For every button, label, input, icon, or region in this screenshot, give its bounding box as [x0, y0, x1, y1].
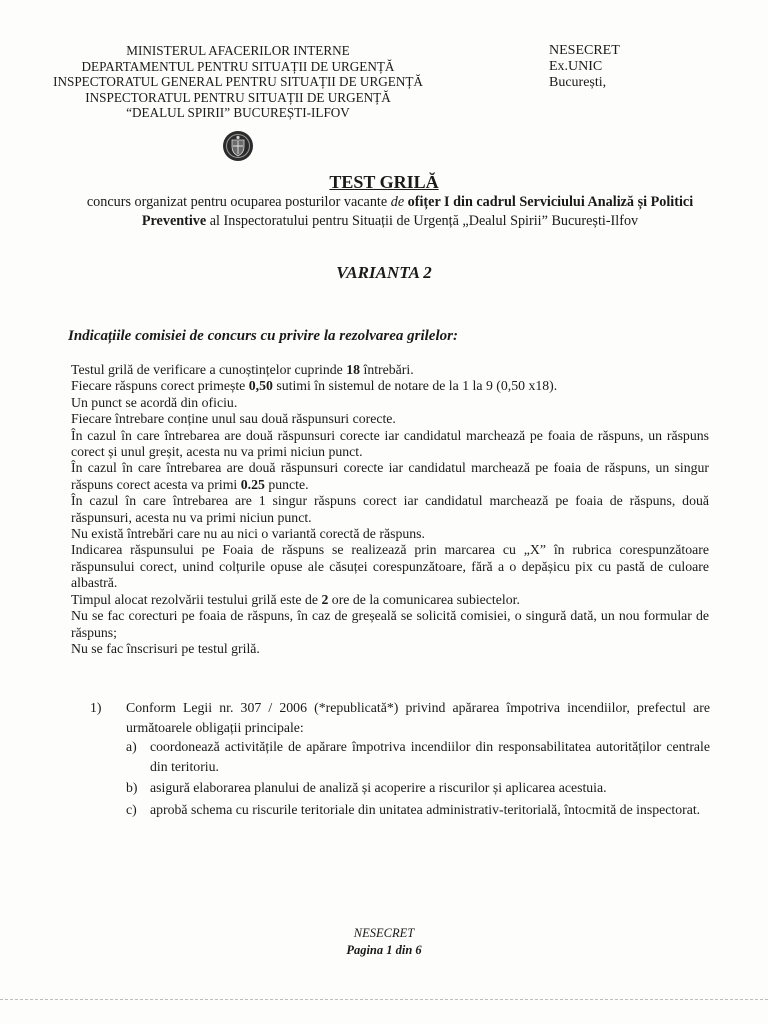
instruction-line — [71, 378, 709, 394]
instruction-line — [71, 592, 709, 608]
option-letter: b) — [126, 780, 138, 796]
instruction-text: Fiecare răspuns corect primește — [71, 378, 249, 394]
question-number: 1) — [90, 700, 102, 715]
instruction-text: Testul grilă de verificare a cunoștințelor cuprinde — [71, 362, 347, 377]
option-letter: c) — [126, 801, 137, 817]
answer-options — [126, 737, 710, 819]
question-stem — [90, 698, 710, 737]
option-text: asigură elaborarea planului de analiză și acoperire a riscurilor și aplicarea acestuia. — [150, 780, 607, 796]
classification-label: NESECRET — [549, 43, 620, 58]
instruction-line: În cazul în care întrebarea are două răspunsuri corecte iar candidatul marchează pe foaia de răspuns, un răspuns corect și unul greșit, acesta nu va primi niciun punct. — [71, 427, 709, 460]
subtitle-institution: al Inspectoratului pentru Situații de Urgență „Dealul Spirii” București-Ilfov — [206, 213, 639, 229]
answer-option-c — [126, 800, 710, 820]
classification-block — [549, 43, 620, 91]
copy-label: Ex.UNIC — [549, 59, 603, 74]
option-text: coordonează activitățile de apărare împotriva incendiilor din responsabilitatea autorităților centrale din teritoriu. — [150, 739, 710, 774]
page-footer — [0, 925, 768, 959]
issuer-line-unit-name: “DEALUL SPIRII” BUCUREȘTI-ILFOV — [126, 105, 350, 121]
instruction-bold: 2 — [321, 591, 329, 607]
answer-option-b — [126, 778, 710, 798]
city-label: București, — [549, 75, 607, 90]
instruction-line — [71, 460, 709, 493]
instruction-line: Nu există întrebări care nu au nici o variantă corectă de răspuns. — [71, 526, 425, 542]
subtitle-position: ofițer I din cadrul Serviciului Analiză și Politici Preventive — [141, 194, 694, 229]
instruction-text: puncte. — [264, 476, 309, 492]
instruction-line — [71, 362, 709, 378]
subtitle-italic: de — [390, 194, 405, 210]
option-letter: a) — [126, 739, 137, 755]
instruction-line: Fiecare întrebare conține unul sau două răspunsuri corecte. — [71, 411, 396, 427]
issuer-line-ministry: MINISTERUL AFACERILOR INTERNE — [126, 43, 350, 58]
subtitle-part: concurs organizat pentru ocuparea posturilor vacante — [86, 194, 391, 210]
instructions-list — [71, 362, 709, 657]
instruction-line: În cazul în care întrebarea are 1 singur răspuns corect iar candidatul marchează pe foaia de răspuns, două răspunsuri, acesta nu va primi niciun punct. — [71, 493, 709, 525]
answer-option-a — [126, 737, 710, 776]
footer-classification: NESECRET — [353, 926, 415, 940]
instruction-text: sutimi în sistemul de notare de la 1 la 9 (0,50 x18). — [272, 378, 558, 394]
instruction-line: Nu se fac înscrisuri pe testul grilă. — [71, 640, 260, 656]
instruction-bold: 18 — [346, 362, 361, 377]
page-number: Pagina 1 din 6 — [346, 943, 422, 957]
instruction-text: întrebări. — [360, 362, 414, 377]
issuer-line-department: DEPARTAMENTUL PENTRU SITUAȚII DE URGENȚĂ — [81, 58, 395, 74]
option-text: aprobă schema cu riscurile teritoriale din unitatea administrativ-teritorială, întocmită de inspectorat. — [150, 801, 701, 817]
issuer-line-inspectorate: INSPECTORATUL PENTRU SITUAȚII DE URGENȚĂ — [85, 89, 391, 105]
instruction-line: Un punct se acordă din oficiu. — [71, 394, 238, 410]
coat-of-arms-icon — [222, 130, 254, 162]
question-text: Conform Legii nr. 307 / 2006 (*republicată*) privind apărarea împotriva incendiilor, prefectul are următoarele obligații principale: — [126, 700, 710, 735]
instruction-text: Timpul alocat rezolvării testului grilă este de — [71, 591, 322, 607]
instruction-line: Indicarea răspunsului pe Foaia de răspuns se realizează prin marcarea cu „X” în rubrica corespunzătoare răspunsului corect, unind colțurile opuse ale căsuței corespunzătoare, fără a o depășicu pix cu pastă de culoare albastră. — [71, 542, 709, 591]
variant-title: VARIANTA 2 — [336, 263, 432, 282]
instruction-text: În cazul în care întrebarea are două răspunsuri corecte iar candidatul marchează pe foaia de răspuns, un singur răspuns corect acesta va primi — [71, 460, 709, 492]
document-subtitle — [60, 193, 720, 231]
issuer-line-general-inspectorate: INSPECTORATUL GENERAL PENTRU SITUAȚII DE URGENȚĂ — [53, 74, 423, 90]
instruction-line: Nu se fac corecturi pe foaia de răspuns, în caz de greșeală se solicită comisiei, o singură dată, un nou formular de răspuns; — [71, 608, 709, 640]
instruction-bold: 0.25 — [240, 476, 265, 492]
instructions-heading: Indicațiile comisiei de concurs cu privire la rezolvarea grilelor: — [68, 328, 458, 344]
document-title: TEST GRILĂ — [329, 172, 439, 192]
question-1 — [90, 698, 710, 822]
issuer-block — [40, 43, 436, 162]
instruction-bold: 0,50 — [248, 378, 273, 394]
instruction-text: ore de la comunicarea subiectelor. — [328, 591, 520, 607]
scan-edge-divider — [0, 999, 768, 1001]
